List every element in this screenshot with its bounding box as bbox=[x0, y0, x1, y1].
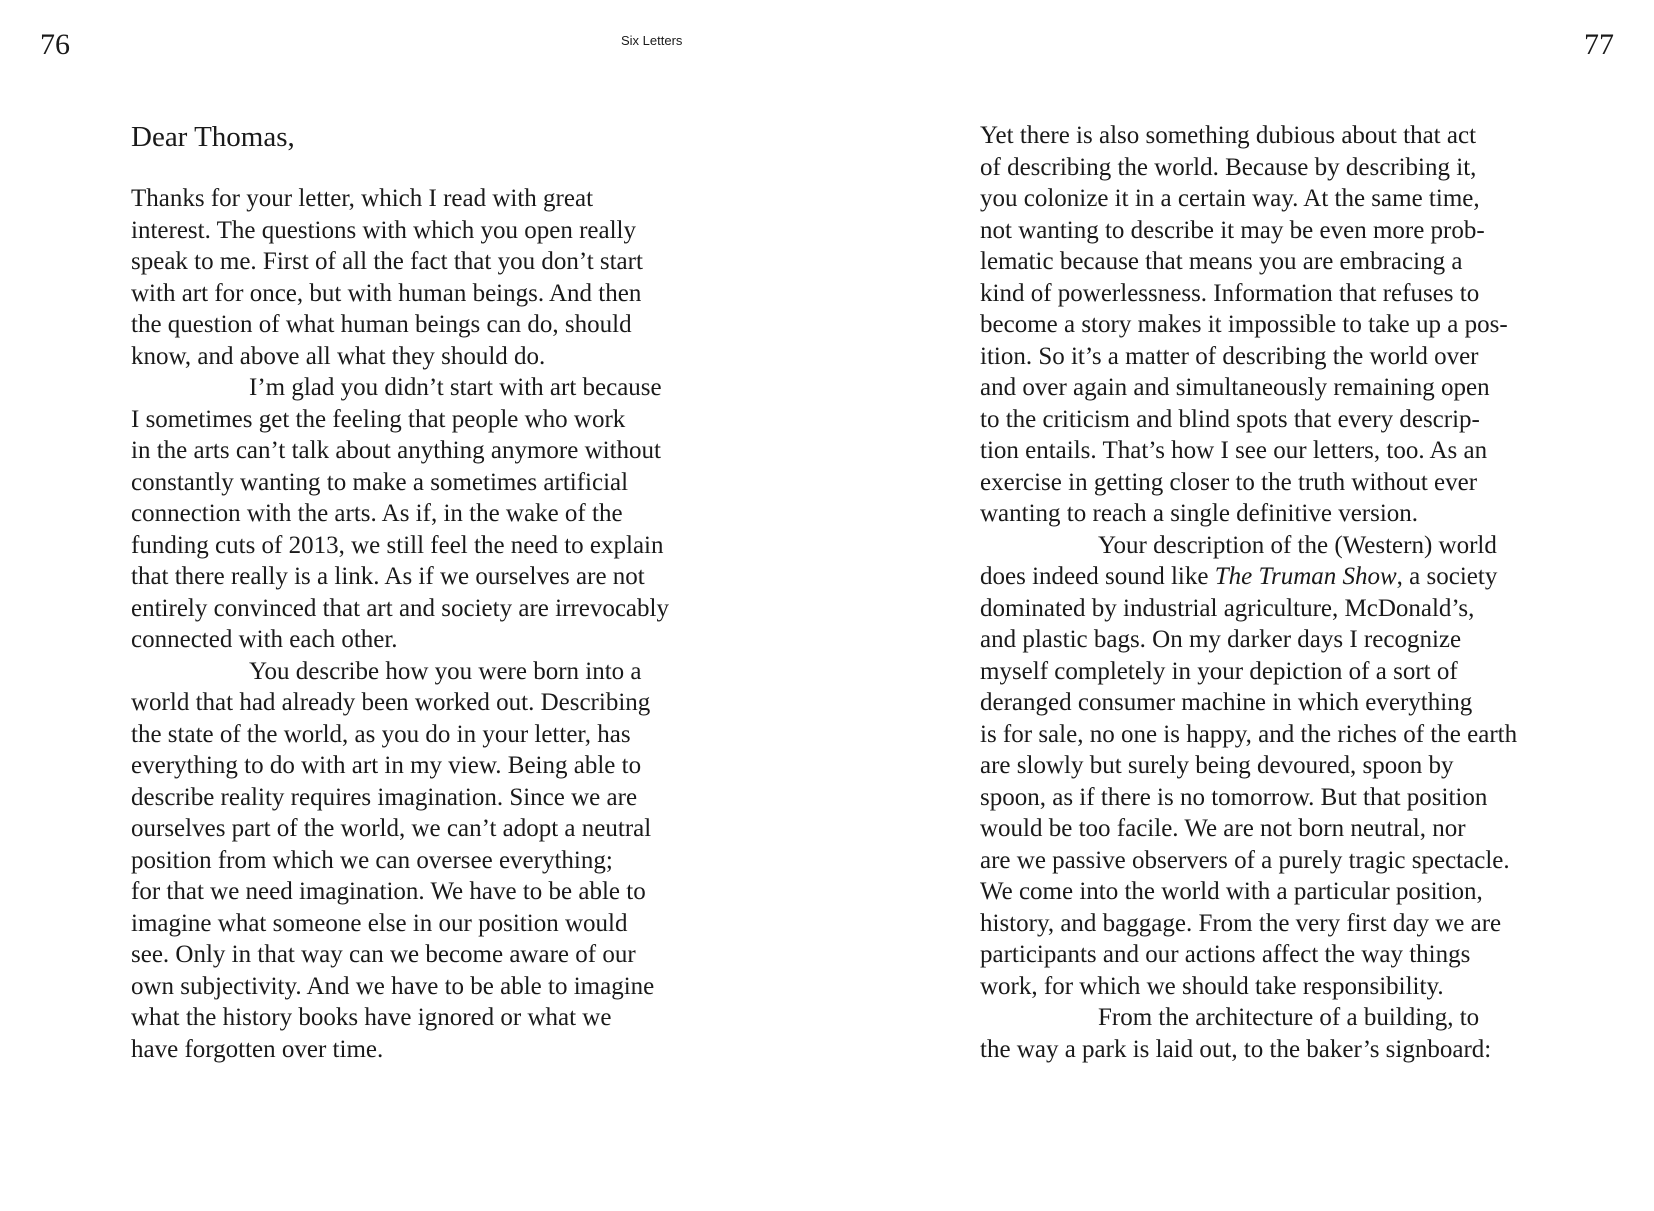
text-line: I sometimes get the feeling that people who work bbox=[131, 405, 626, 433]
text-line: kind of powerlessness. Information that refuses to bbox=[980, 279, 1480, 307]
text-line-indented: You describe how you were born into a bbox=[249, 657, 642, 685]
text-line: ition. So it’s a matter of describing the world over bbox=[980, 342, 1479, 370]
text-line: what the history books have ignored or what we bbox=[131, 1004, 612, 1031]
text-line: the way a park is laid out, to the baker’s signboard: bbox=[980, 1035, 1492, 1063]
text-line: connection with the arts. As if, in the wake of the bbox=[131, 500, 623, 527]
text-line: not wanting to describe it may be even more prob- bbox=[980, 216, 1485, 244]
text-line: in the arts can’t talk about anything anymore without bbox=[131, 437, 661, 464]
left-page-text bbox=[131, 120, 691, 1065]
text-line-with-title bbox=[980, 561, 1540, 593]
salutation: Dear Thomas, bbox=[131, 121, 295, 153]
text-line: ourselves part of the world, we can’t adopt a neutral bbox=[131, 815, 652, 842]
text-line: know, and above all what they should do. bbox=[131, 342, 546, 370]
text-line: describe reality requires imagination. Since we are bbox=[131, 783, 638, 811]
text-line: with art for once, but with human beings. And then bbox=[131, 279, 642, 307]
text-line: to the criticism and blind spots that every descrip- bbox=[980, 405, 1480, 433]
text-line: see. Only in that way can we become aware of our bbox=[131, 941, 636, 968]
running-header: Six Letters bbox=[621, 33, 683, 48]
text-line: the state of the world, as you do in your letter, has bbox=[131, 720, 631, 748]
text-line: the question of what human beings can do, should bbox=[131, 311, 632, 338]
text-line: for that we need imagination. We have to be able to bbox=[131, 878, 646, 905]
text-line: history, and baggage. From the very first day we are bbox=[980, 909, 1502, 937]
text-line: interest. The questions with which you open really bbox=[131, 216, 636, 244]
text-line: world that had already been worked out. Describing bbox=[131, 689, 651, 716]
text-line: is for sale, no one is happy, and the riches of the earth bbox=[980, 720, 1518, 748]
text-line: connected with each other. bbox=[131, 626, 398, 653]
text-line: are we passive observers of a purely tragic spectacle. bbox=[980, 846, 1510, 874]
text-line: imagine what someone else in our position would bbox=[131, 909, 628, 937]
text-line: and plastic bags. On my darker days I recognize bbox=[980, 626, 1462, 653]
text-line-indented: I’m glad you didn’t start with art because bbox=[249, 374, 662, 401]
text-line: work, for which we should take responsibility. bbox=[980, 972, 1444, 1000]
text-segment: , a society bbox=[1396, 563, 1498, 590]
text-line: position from which we can oversee everything; bbox=[131, 846, 613, 874]
text-segment: does indeed sound like bbox=[980, 563, 1215, 590]
text-line: myself completely in your depiction of a sort of bbox=[980, 657, 1458, 685]
text-line: deranged consumer machine in which everything bbox=[980, 689, 1473, 716]
text-line-indented: From the architecture of a building, to bbox=[1098, 1004, 1480, 1031]
text-line: have forgotten over time. bbox=[131, 1035, 384, 1063]
text-line: would be too facile. We are not born neutral, nor bbox=[980, 815, 1466, 842]
text-line: Thanks for your letter, which I read with great bbox=[131, 185, 594, 212]
text-line: funding cuts of 2013, we still feel the need to explain bbox=[131, 531, 664, 559]
text-line: We come into the world with a particular position, bbox=[980, 878, 1483, 905]
text-line: become a story makes it impossible to take up a pos- bbox=[980, 311, 1508, 338]
text-line: speak to me. First of all the fact that you don’t start bbox=[131, 248, 643, 275]
page-number-right: 77 bbox=[1584, 28, 1614, 61]
text-line: Yet there is also something dubious about that act bbox=[980, 122, 1477, 149]
text-line: spoon, as if there is no tomorrow. But that position bbox=[980, 783, 1488, 811]
text-line: tion entails. That’s how I see our letters, too. As an bbox=[980, 437, 1488, 464]
right-page-text bbox=[980, 120, 1540, 1065]
text-line: participants and our actions affect the way things bbox=[980, 941, 1471, 968]
text-line-indented: Your description of the (Western) world bbox=[1098, 531, 1497, 559]
text-line: everything to do with art in my view. Being able to bbox=[131, 752, 642, 779]
text-line: lematic because that means you are embracing a bbox=[980, 248, 1463, 275]
text-line: constantly wanting to make a sometimes artificial bbox=[131, 468, 629, 496]
text-line: entirely convinced that art and society are irrevocably bbox=[131, 594, 669, 622]
text-line: own subjectivity. And we have to be able to imagine bbox=[131, 972, 655, 1000]
page-number-left: 76 bbox=[40, 28, 70, 61]
text-line: are slowly but surely being devoured, spoon by bbox=[980, 752, 1454, 779]
text-line: and over again and simultaneously remaining open bbox=[980, 374, 1490, 401]
text-line: wanting to reach a single definitive version. bbox=[980, 500, 1419, 527]
film-title: The Truman Show bbox=[1214, 563, 1397, 590]
text-line: of describing the world. Because by describing it, bbox=[980, 153, 1477, 181]
text-line: you colonize it in a certain way. At the same time, bbox=[980, 185, 1480, 212]
text-line: that there really is a link. As if we ourselves are not bbox=[131, 563, 645, 590]
text-line: exercise in getting closer to the truth without ever bbox=[980, 468, 1478, 496]
text-line: dominated by industrial agriculture, McDonald’s, bbox=[980, 594, 1475, 622]
